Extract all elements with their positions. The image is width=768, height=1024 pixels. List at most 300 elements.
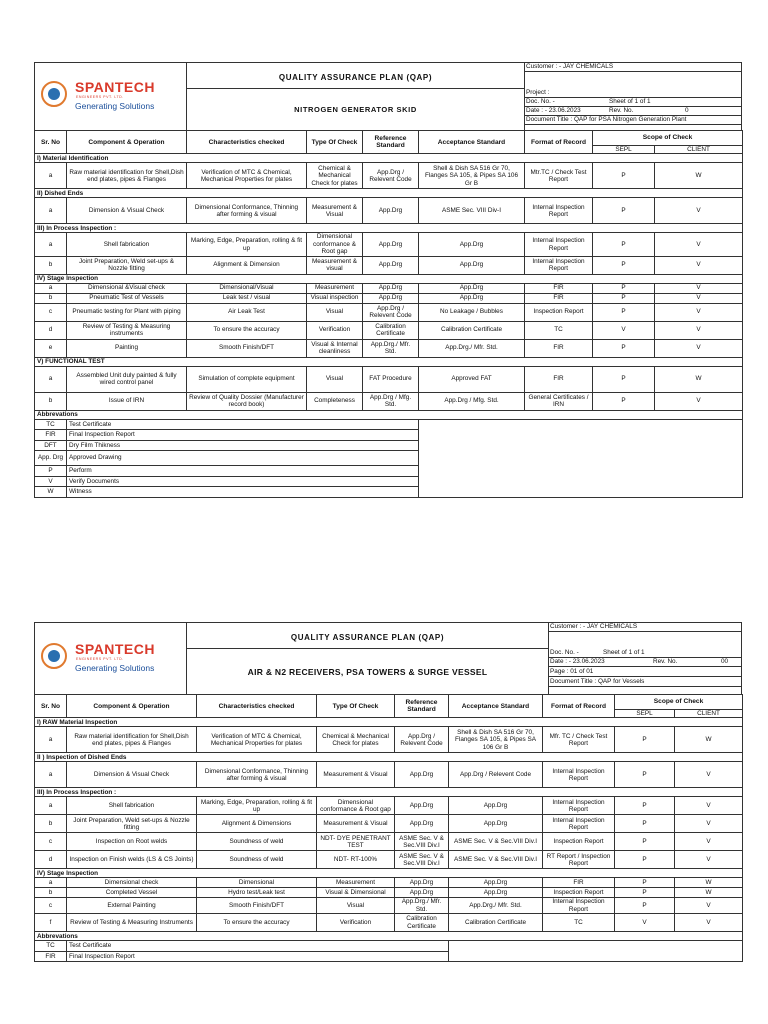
section-row <box>35 753 743 762</box>
scope-sepl: P <box>615 851 675 869</box>
format-of-record: Internal Inspection Report <box>543 762 615 788</box>
format-of-record: Mtr.TC / Check Test Report <box>525 163 593 189</box>
scope-client: V <box>655 233 743 256</box>
component-operation: Inspection on Finish welds (LS & CS Joints) <box>67 851 197 869</box>
sr-no: f <box>35 914 67 932</box>
acceptance-standard: No Leakage / Bubbles <box>419 303 525 321</box>
reference-standard: FAT Procedure <box>363 366 419 392</box>
reference-standard: ASME Sec. V & Sec.VIII Div.I <box>395 851 449 869</box>
type-of-check: Chemical & Mechanical Check for plates <box>307 163 363 189</box>
section-title: V) FUNCTIONAL TEST <box>35 357 743 366</box>
characteristics: Air Leak Test <box>187 303 307 321</box>
scope-sepl: P <box>593 392 655 410</box>
component-operation: Pneumatic Test of Vessels <box>67 293 187 303</box>
scope-sepl: P <box>593 339 655 357</box>
reference-standard: App.Drg <box>363 233 419 256</box>
section-title: III) In Process Inspection : <box>35 788 743 797</box>
logo-tagline: Generating Solutions <box>75 101 155 111</box>
column-header: Type Of Check <box>307 131 363 154</box>
type-of-check: Measurement & Visual <box>307 198 363 224</box>
sr-no: a <box>35 233 67 256</box>
scope-sepl: P <box>615 762 675 788</box>
column-header: Acceptance Standard <box>419 131 525 154</box>
component-operation: Joint Preparation, Weld set-ups & Nozzle fitting <box>67 815 197 833</box>
type-of-check: Verification <box>317 914 395 932</box>
column-header: Type Of Check <box>317 695 395 718</box>
format-of-record: TC <box>525 321 593 339</box>
sr-no: e <box>35 339 67 357</box>
customer-field: Customer : - JAY CHEMICALS <box>549 623 741 632</box>
scope-client: V <box>655 283 743 293</box>
acceptance-standard: App.Drg./ Mfr. Std. <box>419 339 525 357</box>
reference-standard: App.Drg / Mfg. Std. <box>363 392 419 410</box>
qap-table <box>34 694 743 962</box>
date-row: Date : - 23.06.2023 Rev. No. 0 <box>525 107 741 116</box>
format-of-record: General Certificates / IRN <box>525 392 593 410</box>
scope-sepl: P <box>593 366 655 392</box>
scope-client: V <box>675 898 743 914</box>
sr-no: b <box>35 293 67 303</box>
characteristics: Soundness of weld <box>197 833 317 851</box>
component-operation: Shell fabrication <box>67 797 197 815</box>
column-header: Characteristics checked <box>187 131 307 154</box>
reference-standard: App.Drg / Relevent Code <box>363 303 419 321</box>
scope-subheader: SEPL <box>593 146 655 154</box>
blank-area <box>419 419 743 497</box>
scope-client: W <box>675 888 743 898</box>
table-row <box>35 233 743 256</box>
scope-client: V <box>655 293 743 303</box>
type-of-check: Measurement <box>317 878 395 888</box>
format-of-record: Internal Inspection Report <box>525 233 593 256</box>
characteristics: Review of Quality Dossier (Manufacturer record book) <box>187 392 307 410</box>
sheet-header <box>34 622 742 694</box>
scope-sepl: P <box>615 878 675 888</box>
acceptance-standard: ASME Sec. V & Sec.VIII Div.I <box>449 851 543 869</box>
abbrev-value: Approved Drawing <box>67 451 419 466</box>
acceptance-standard: App.Drg <box>419 283 525 293</box>
reference-standard: ASME Sec. V & Sec.VIII Div.I <box>395 833 449 851</box>
logo-tagline: Generating Solutions <box>75 663 155 673</box>
section-title: I) RAW Material Inspection <box>35 718 743 727</box>
sr-no: a <box>35 163 67 189</box>
sr-no: d <box>35 321 67 339</box>
table-row <box>35 392 743 410</box>
scope-sepl: P <box>615 727 675 753</box>
characteristics: Hydro test/Leak test <box>197 888 317 898</box>
table-row <box>35 293 743 303</box>
logo-brand: SPANTECH <box>75 641 155 657</box>
abbrev-title: Abbrevations <box>35 932 743 941</box>
component-operation: Pneumatic testing for Plant with piping <box>67 303 187 321</box>
type-of-check: Dimensional conformance & Root gap <box>307 233 363 256</box>
reference-standard: App.Drg <box>395 797 449 815</box>
type-of-check: Chemical & Mechanical Check for plates <box>317 727 395 753</box>
section-row <box>35 788 743 797</box>
reference-standard: App.Drg <box>395 762 449 788</box>
abbrev-value: Verify Documents <box>67 476 419 487</box>
header-row <box>35 131 743 146</box>
table-row <box>35 797 743 815</box>
column-header: Sr. No <box>35 131 67 154</box>
abbrev-key: TC <box>35 941 67 952</box>
format-of-record: FIR <box>525 339 593 357</box>
abbrev-key: FIR <box>35 951 67 962</box>
acceptance-standard: Calibration Certificate <box>449 914 543 932</box>
scope-subheader: SEPL <box>615 710 675 718</box>
scope-client: W <box>675 878 743 888</box>
sr-no: a <box>35 762 67 788</box>
scope-client: V <box>655 198 743 224</box>
abbrev-value: Final Inspection Report <box>67 430 419 441</box>
acceptance-standard: App.Drg <box>449 878 543 888</box>
scope-sepl: V <box>593 321 655 339</box>
scope-client: V <box>675 833 743 851</box>
scope-client: V <box>675 851 743 869</box>
sr-no: d <box>35 851 67 869</box>
table-row <box>35 914 743 932</box>
characteristics: Smooth Finish/DFT <box>197 898 317 914</box>
abbrev-title: Abbrevations <box>35 410 743 419</box>
component-operation: External Painting <box>67 898 197 914</box>
acceptance-standard: App.Drg <box>419 256 525 274</box>
sr-no: a <box>35 283 67 293</box>
qap-sheet-vessels <box>34 622 742 962</box>
characteristics: Smooth Finish/DFT <box>187 339 307 357</box>
section-row <box>35 274 743 283</box>
reference-standard: App.Drg <box>363 256 419 274</box>
acceptance-standard: Approved FAT <box>419 366 525 392</box>
spantech-logo-icon <box>41 643 67 669</box>
component-operation: Assembled Unit duly painted & fully wired control panel <box>67 366 187 392</box>
column-header: Reference Standard <box>363 131 419 154</box>
header-row <box>35 695 743 710</box>
doc-title-field: Document Title : QAP for PSA Nitrogen Generation Plant <box>525 116 741 125</box>
scope-sepl: P <box>615 797 675 815</box>
scope-sepl: P <box>593 256 655 274</box>
type-of-check: Measurement & Visual <box>317 815 395 833</box>
format-of-record: FIR <box>525 366 593 392</box>
scope-client: W <box>675 727 743 753</box>
scope-sepl: P <box>593 233 655 256</box>
column-header: Scope of Check <box>615 695 743 710</box>
acceptance-standard: App.Drg <box>419 233 525 256</box>
column-header: Reference Standard <box>395 695 449 718</box>
component-operation: Completed Vessel <box>67 888 197 898</box>
acceptance-standard: App.Drg <box>449 888 543 898</box>
format-of-record: TC <box>543 914 615 932</box>
table-row <box>35 815 743 833</box>
type-of-check: Measurement <box>307 283 363 293</box>
column-header: Characteristics checked <box>197 695 317 718</box>
column-header: Component & Operation <box>67 695 197 718</box>
format-of-record: FIR <box>525 283 593 293</box>
scope-client: V <box>655 392 743 410</box>
sr-no: c <box>35 898 67 914</box>
characteristics: To ensure the accuracy <box>197 914 317 932</box>
doc-no-row: Doc. No. - Sheet of 1 of 1 <box>549 649 741 658</box>
characteristics: Verification of MTC & Chemical, Mechanical Properties for plates <box>187 163 307 189</box>
abbrev-value: Perform <box>67 466 419 477</box>
scope-sepl: V <box>615 914 675 932</box>
type-of-check: NDT- RT-100% <box>317 851 395 869</box>
abbrev-key: V <box>35 476 67 487</box>
column-header: Format of Record <box>543 695 615 718</box>
scope-client: V <box>675 914 743 932</box>
component-operation: Review of Testing & Measuring instruments <box>67 321 187 339</box>
section-title: II) Dished Ends <box>35 189 743 198</box>
component-operation: Joint Preparation, Weld set-ups & Nozzle fitting <box>67 256 187 274</box>
section-title: I) Material Identification <box>35 154 743 163</box>
characteristics: Dimensional Conformance, Thinning after forming & visual <box>197 762 317 788</box>
company-logo <box>35 623 187 694</box>
reference-standard: App.Drg <box>395 878 449 888</box>
reference-standard: App.Drg <box>363 283 419 293</box>
acceptance-standard: App.Drg / Mfg. Std. <box>419 392 525 410</box>
section-row <box>35 718 743 727</box>
format-of-record: Internal Inspection Report <box>525 198 593 224</box>
characteristics: Alignment & Dimensions <box>197 815 317 833</box>
reference-standard: App.Drg <box>363 293 419 303</box>
scope-client: V <box>675 815 743 833</box>
scope-client: V <box>655 321 743 339</box>
characteristics: Dimensional <box>197 878 317 888</box>
doc-no-row: Doc. No. - Sheet of 1 of 1 <box>525 98 741 107</box>
reference-standard: Calibration Certificate <box>363 321 419 339</box>
component-operation: Raw material identification for Shell,Dish end plates, pipes & Flanges <box>67 727 197 753</box>
qap-sheet-nitrogen <box>34 62 742 498</box>
sr-no: b <box>35 815 67 833</box>
scope-sepl: P <box>615 833 675 851</box>
scope-sepl: P <box>593 303 655 321</box>
format-of-record: Inspection Report <box>543 888 615 898</box>
abbrev-value: Dry Film Thikness <box>67 440 419 451</box>
column-header: Sr. No <box>35 695 67 718</box>
scope-client: W <box>655 366 743 392</box>
column-header: Component & Operation <box>67 131 187 154</box>
abbrev-key: P <box>35 466 67 477</box>
scope-client: V <box>655 303 743 321</box>
logo-sub: ENGINEERS PVT. LTD. <box>76 657 124 661</box>
scope-sepl: P <box>615 898 675 914</box>
abbrev-title-row <box>35 410 743 419</box>
table-row <box>35 198 743 224</box>
characteristics: Dimensional/Visual <box>187 283 307 293</box>
characteristics: Verification of MTC & Chemical, Mechanical Properties for plates <box>197 727 317 753</box>
reference-standard: App.Drg <box>395 888 449 898</box>
sr-no: c <box>35 303 67 321</box>
acceptance-standard: ASME Sec. VIII Div-I <box>419 198 525 224</box>
reference-standard: App.Drg <box>395 815 449 833</box>
acceptance-standard: App.Drg <box>419 293 525 303</box>
characteristics: Simulation of complete equipment <box>187 366 307 392</box>
table-row <box>35 283 743 293</box>
acceptance-standard: App.Drg / Relevent Code <box>449 762 543 788</box>
component-operation: Issue of IRN <box>67 392 187 410</box>
customer-field: Customer : - JAY CHEMICALS <box>525 63 741 72</box>
reference-standard: App.Drg <box>363 198 419 224</box>
sr-no: b <box>35 256 67 274</box>
scope-client: V <box>655 256 743 274</box>
scope-subheader: CLIENT <box>655 146 743 154</box>
characteristics: To ensure the accuracy <box>187 321 307 339</box>
table-row <box>35 762 743 788</box>
sr-no: a <box>35 797 67 815</box>
abbrev-row <box>35 941 743 952</box>
abbrev-title-row <box>35 932 743 941</box>
type-of-check: Visual <box>317 898 395 914</box>
table-row <box>35 898 743 914</box>
characteristics: Leak test / visual <box>187 293 307 303</box>
sr-no: b <box>35 392 67 410</box>
reference-standard: App.Drg./ Mfr. Std. <box>395 898 449 914</box>
type-of-check: Visual & Internal cleanliness <box>307 339 363 357</box>
section-row <box>35 357 743 366</box>
reference-standard: App.Drg / Relevent Code <box>363 163 419 189</box>
table-row <box>35 888 743 898</box>
type-of-check: NDT- DYE PENETRANT TEST <box>317 833 395 851</box>
format-of-record: Internal Inspection Report <box>543 898 615 914</box>
component-operation: Review of Testing & Measuring Instruments <box>67 914 197 932</box>
abbrev-value: Final Inspection Report <box>67 951 449 962</box>
format-of-record: Internal Inspection Report <box>543 815 615 833</box>
characteristics: Marking, Edge, Preparation, rolling & fit up <box>187 233 307 256</box>
scope-sepl: P <box>593 198 655 224</box>
abbrev-key: TC <box>35 419 67 430</box>
document-meta <box>525 63 741 131</box>
section-row <box>35 154 743 163</box>
type-of-check: Measurement & Visual <box>317 762 395 788</box>
scope-client: V <box>675 797 743 815</box>
abbrev-value: Witness <box>67 487 419 498</box>
table-row <box>35 878 743 888</box>
characteristics: Soundness of weld <box>197 851 317 869</box>
scope-sepl: P <box>615 815 675 833</box>
component-operation: Dimensional check <box>67 878 197 888</box>
subject-title: AIR & N2 RECEIVERS, PSA TOWERS & SURGE VESSEL <box>187 649 549 695</box>
logo-brand: SPANTECH <box>75 79 155 95</box>
table-row <box>35 833 743 851</box>
table-row <box>35 321 743 339</box>
sr-no: a <box>35 198 67 224</box>
column-header: Scope of Check <box>593 131 743 146</box>
section-row <box>35 869 743 878</box>
characteristics: Dimensional Conformance, Thinning after forming & visual <box>187 198 307 224</box>
scope-sepl: P <box>593 283 655 293</box>
section-title: IV) Stage Inspection <box>35 869 743 878</box>
blank-area <box>449 941 743 962</box>
section-title: III) In Process Inspection : <box>35 224 743 233</box>
scope-client: V <box>655 339 743 357</box>
component-operation: Dimension & Visual Check <box>67 198 187 224</box>
abbrev-key: DFT <box>35 440 67 451</box>
scope-sepl: P <box>593 293 655 303</box>
column-header: Format of Record <box>525 131 593 154</box>
spantech-logo-icon <box>41 81 67 107</box>
scope-client: V <box>675 762 743 788</box>
component-operation: Inspection on Root welds <box>67 833 197 851</box>
acceptance-standard: App.Drg./ Mfr. Std. <box>449 898 543 914</box>
table-row <box>35 339 743 357</box>
doc-title-field: Document Title : QAP for Vessels <box>549 678 741 687</box>
scope-sepl: P <box>593 163 655 189</box>
component-operation: Raw material identification for Shell,Dish end plates, pipes & Flanges <box>67 163 187 189</box>
date-row: Date : - 23.06.2023 Rev. No. 00 <box>549 658 741 667</box>
logo-sub: ENGINEERS PVT. LTD. <box>76 95 124 99</box>
project-field: Project : <box>525 89 741 98</box>
section-row <box>35 224 743 233</box>
component-operation: Painting <box>67 339 187 357</box>
acceptance-standard: Calibration Certificate <box>419 321 525 339</box>
reference-standard: Calibration Certificate <box>395 914 449 932</box>
scope-client: W <box>655 163 743 189</box>
format-of-record: FIR <box>525 293 593 303</box>
scope-subheader: CLIENT <box>675 710 743 718</box>
abbrev-value: Test Certificate <box>67 941 449 952</box>
section-row <box>35 189 743 198</box>
qap-table <box>34 130 743 498</box>
section-title: II ) Inspection of Dished Ends <box>35 753 743 762</box>
reference-standard: App.Drg./ Mfr. Std. <box>363 339 419 357</box>
table-row <box>35 851 743 869</box>
format-of-record: Mfr. TC / Check Test Report <box>543 727 615 753</box>
format-of-record: FIR <box>543 878 615 888</box>
acceptance-standard: ASME Sec. V & Sec.VIII Div.I <box>449 833 543 851</box>
format-of-record: Inspection Report <box>543 833 615 851</box>
format-of-record: Internal Inspection Report <box>525 256 593 274</box>
abbrev-key: W <box>35 487 67 498</box>
type-of-check: Visual <box>307 366 363 392</box>
reference-standard: App.Drg / Relevent Code <box>395 727 449 753</box>
qap-title: QUALITY ASSURANCE PLAN (QAP) <box>187 63 525 89</box>
table-row <box>35 303 743 321</box>
page-field: Page : 01 of 01 <box>549 668 741 677</box>
component-operation: Shell fabrication <box>67 233 187 256</box>
type-of-check: Verification <box>307 321 363 339</box>
abbrev-value: Test Certificate <box>67 419 419 430</box>
acceptance-standard: Shell & Dish SA 516 Gr 70, Flanges SA 105, & Pipes SA 106 Gr B <box>419 163 525 189</box>
table-row <box>35 727 743 753</box>
table-row <box>35 163 743 189</box>
column-header: Acceptance Standard <box>449 695 543 718</box>
abbrev-key: FIR <box>35 430 67 441</box>
table-row <box>35 366 743 392</box>
sr-no: b <box>35 888 67 898</box>
sheet-header <box>34 62 742 130</box>
format-of-record: Internal Inspection Report <box>543 797 615 815</box>
type-of-check: Visual & Dimensional <box>317 888 395 898</box>
subject-title: NITROGEN GENERATOR SKID <box>187 89 525 131</box>
characteristics: Alignment & Dimension <box>187 256 307 274</box>
acceptance-standard: App.Drg <box>449 815 543 833</box>
acceptance-standard: App.Drg <box>449 797 543 815</box>
format-of-record: RT Report / Inspection Report <box>543 851 615 869</box>
qap-title: QUALITY ASSURANCE PLAN (QAP) <box>187 623 549 649</box>
type-of-check: Visual <box>307 303 363 321</box>
type-of-check: Visual inspection <box>307 293 363 303</box>
sr-no: a <box>35 727 67 753</box>
type-of-check: Measurement & visual <box>307 256 363 274</box>
section-title: IV) Stage Inspection <box>35 274 743 283</box>
component-operation: Dimensional &Visual check <box>67 283 187 293</box>
format-of-record: Inspection Report <box>525 303 593 321</box>
document-meta <box>549 623 741 695</box>
acceptance-standard: Shell & Dish SA 516 Gr 70, Flanges SA 105, & Pipes SA 106 Gr B <box>449 727 543 753</box>
abbrev-row <box>35 419 743 430</box>
sr-no: a <box>35 878 67 888</box>
company-logo <box>35 63 187 130</box>
sr-no: a <box>35 366 67 392</box>
